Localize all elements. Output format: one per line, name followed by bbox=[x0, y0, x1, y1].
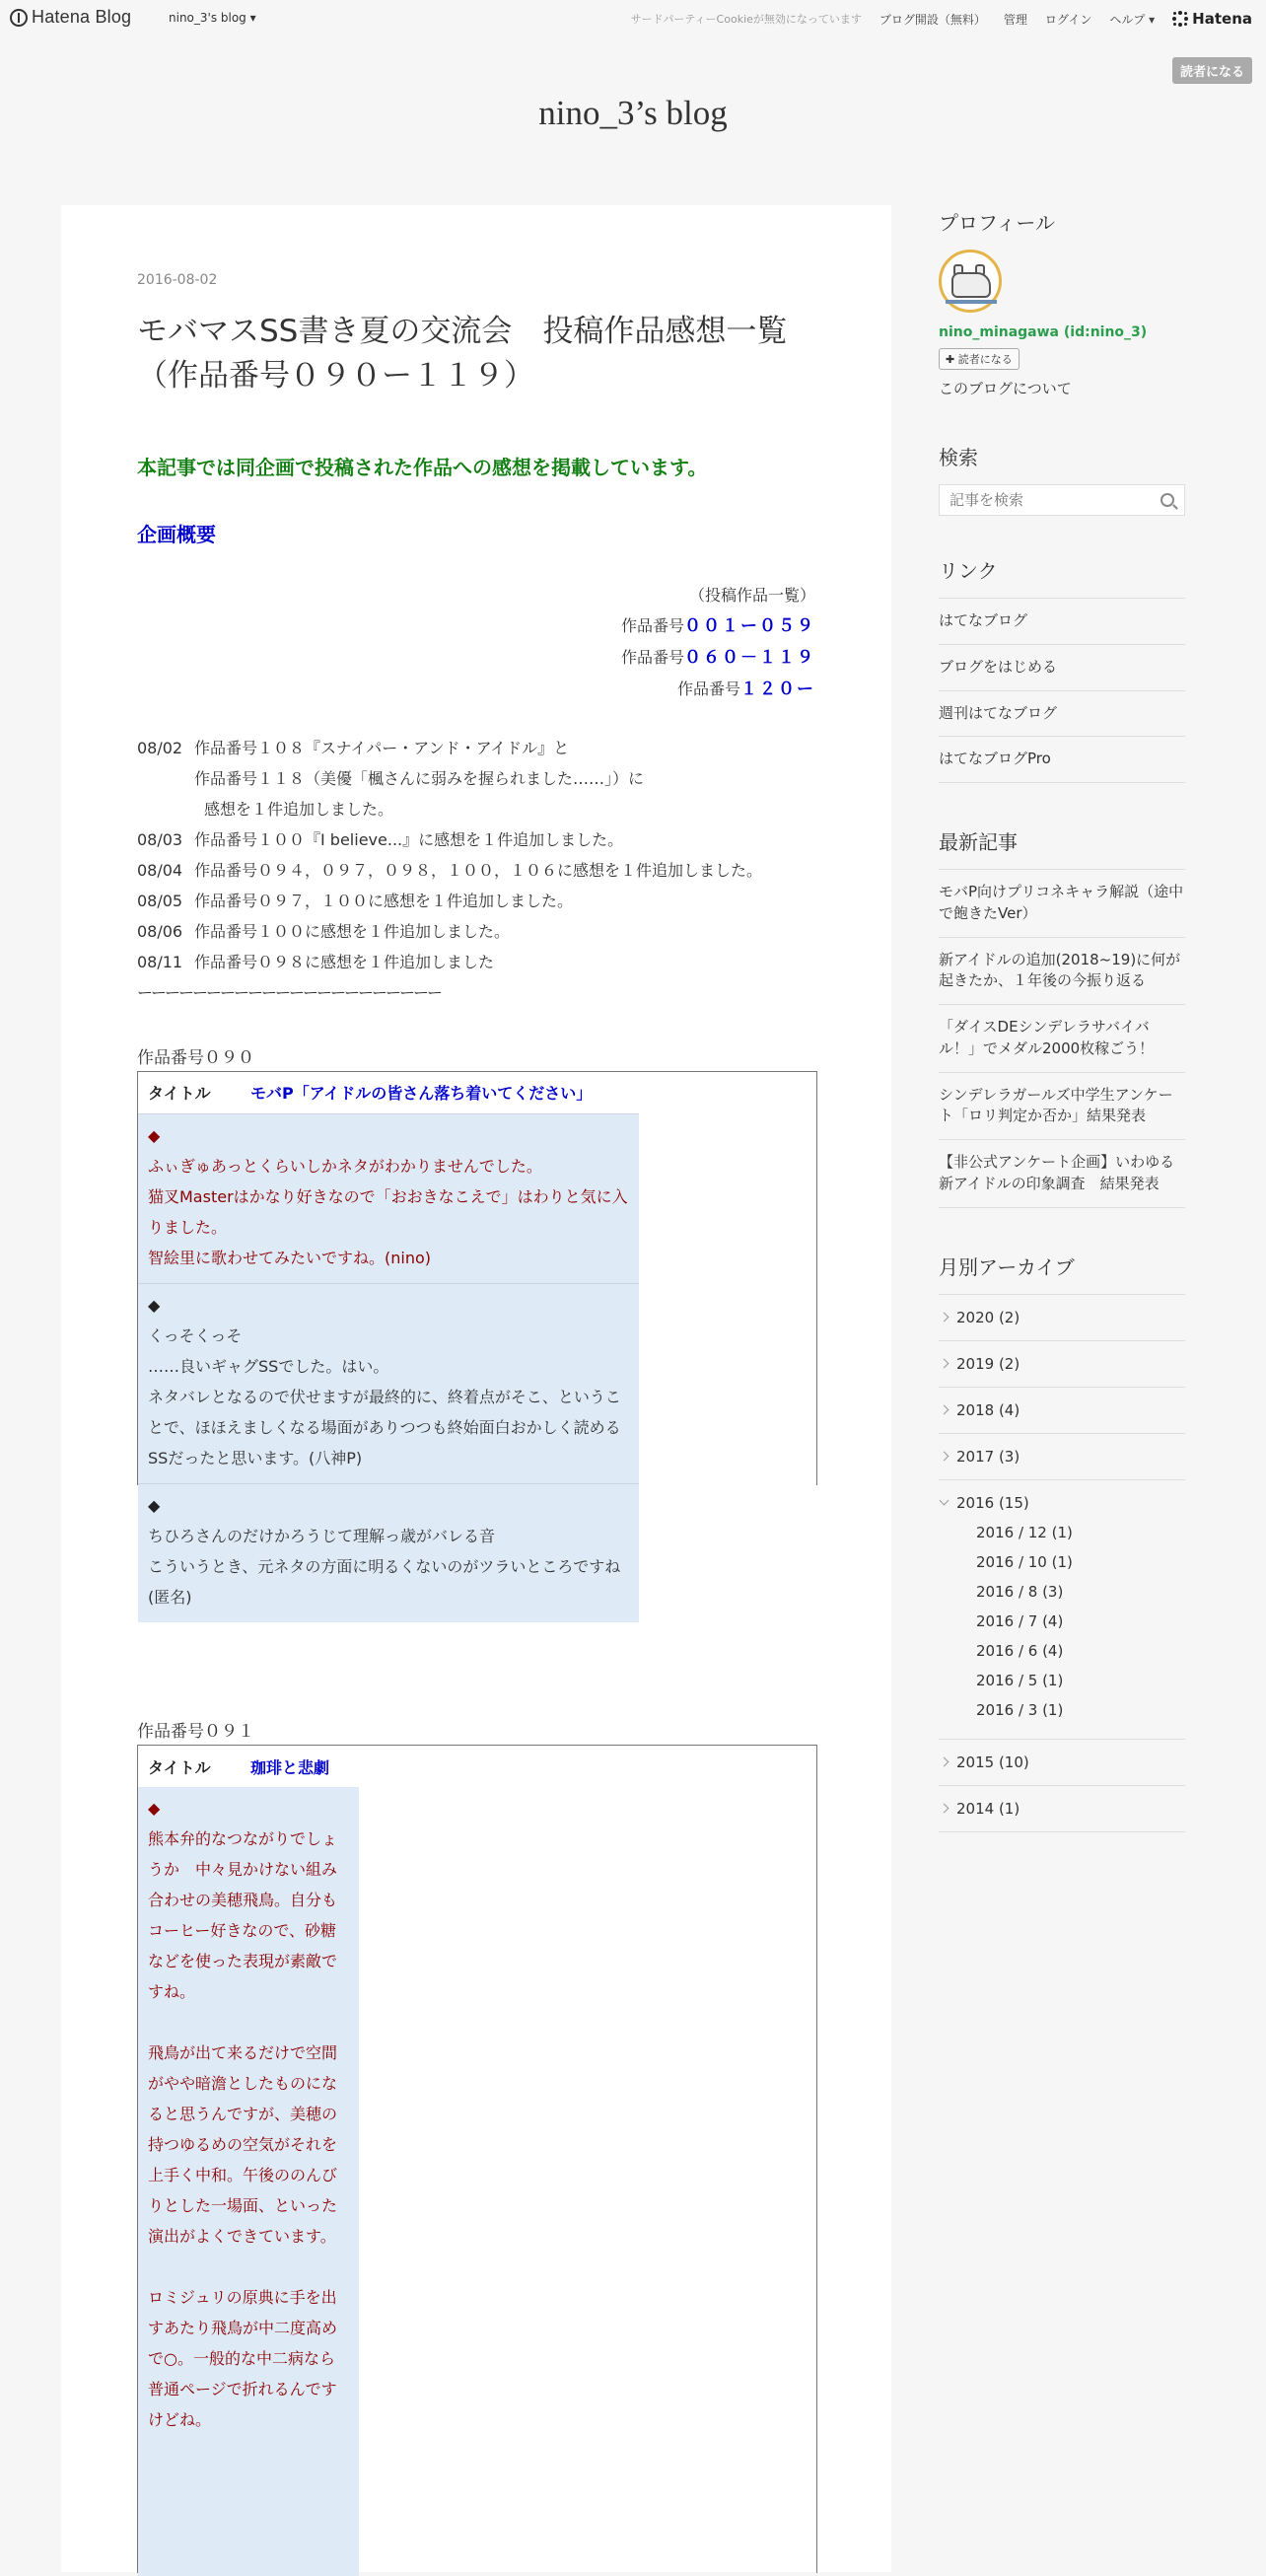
archive-year[interactable]: 2014 (1) bbox=[939, 1786, 1185, 1832]
title-header: タイトル bbox=[138, 1072, 237, 1113]
search-icon[interactable] bbox=[1160, 493, 1174, 507]
profile-heading: プロフィール bbox=[939, 211, 1055, 235]
update-row: 08/11 作品番号０９８に感想を１件追加しました bbox=[137, 953, 495, 971]
toc-item: 作品番号１２０ー bbox=[676, 680, 815, 699]
toc-heading: （投稿作品一覧） bbox=[688, 586, 815, 605]
links-heading: リンク bbox=[939, 559, 998, 583]
toc-item: 作品番号０６０－１１９ bbox=[620, 648, 815, 668]
comment-marker: ◆ bbox=[148, 1495, 161, 1515]
archive-months bbox=[956, 1518, 1185, 1725]
archive-month[interactable]: 2016 / 12 (1) bbox=[976, 1523, 1073, 1541]
search-module bbox=[939, 442, 1185, 516]
links-module bbox=[939, 555, 1185, 783]
article-container bbox=[61, 205, 891, 2572]
search-heading: 検索 bbox=[939, 446, 978, 469]
blog-title[interactable]: nino_3’s blog bbox=[538, 94, 728, 132]
update-row: 作品番号１１８（美優「楓さんに弱みを握られました……」）に bbox=[194, 769, 645, 788]
link-item[interactable]: はてなブログ bbox=[939, 599, 1185, 645]
comment-marker: ◆ bbox=[148, 1295, 161, 1315]
archive-year[interactable]: 2019 (2) bbox=[939, 1341, 1185, 1388]
link-item[interactable]: はてなブログPro bbox=[939, 737, 1185, 783]
recent-entry-link[interactable]: 新アイドルの追加(2018~19)に何が起きたか、１年後の今振り返る bbox=[939, 938, 1185, 1006]
update-row: 08/05 作品番号０９７，１００に感想を１件追加しました。 bbox=[137, 892, 574, 910]
global-header bbox=[0, 0, 1266, 37]
archive-heading: 月別アーカイブ bbox=[939, 1254, 1075, 1279]
archive-month[interactable]: 2016 / 5 (1) bbox=[976, 1671, 1064, 1689]
comment-marker: ◆ bbox=[148, 1125, 161, 1145]
link-item[interactable]: 週刊はてなブログ bbox=[939, 691, 1185, 738]
recent-entry-link[interactable]: モバP向けプリコネキャラ解説（途中で飽きたVer） bbox=[939, 870, 1185, 938]
comment-cell: ◆ ふぃぎゅあっとくらいしかネタがわかりませんでした。 猫叉Masterはかなり好きなので「おおきなこえで」はわりと気に入りました。 智絵里に歌わせてみたいですね。(nino) bbox=[138, 1113, 639, 1283]
comment-marker: ◆ bbox=[148, 1799, 161, 1818]
work-label: 作品番号０９１ bbox=[137, 1722, 254, 1742]
update-row: 08/03 作品番号１００『I believe...』に感想を１件追加しました。 bbox=[137, 830, 624, 849]
toc-link[interactable]: ０６０－１１９ bbox=[684, 648, 815, 668]
admin-link[interactable]: 管理 bbox=[1003, 12, 1027, 27]
archive-year[interactable]: 2017 (3) bbox=[939, 1434, 1185, 1480]
archive-module bbox=[939, 1252, 1185, 1832]
archive-month[interactable]: 2016 / 6 (4) bbox=[976, 1641, 1064, 1660]
toc-link[interactable]: ００１ー０５９ bbox=[684, 616, 815, 636]
update-row: 08/06 作品番号１００に感想を１件追加しました。 bbox=[137, 922, 511, 941]
sidebar bbox=[939, 207, 1185, 1832]
archive-month[interactable]: 2016 / 3 (1) bbox=[976, 1700, 1064, 1719]
login-link[interactable]: ログイン bbox=[1044, 12, 1092, 27]
reader-button[interactable]: ✚ 読者になる bbox=[939, 348, 1020, 370]
divider-rule: ーーーーーーーーーーーーーーーーーーーーーー bbox=[137, 983, 442, 1002]
comment-cell: ◆ ちひろさんのだけかろうじて理解っ歳がバレる音 こういうとき、元ネタの方面に明るくないのがツラいところですね(匿名) bbox=[138, 1483, 639, 1622]
about-blog-link[interactable]: このブログについて bbox=[939, 380, 1072, 397]
work-table-091 bbox=[137, 1745, 817, 2573]
help-menu[interactable]: ヘルプ ▾ bbox=[1109, 12, 1156, 27]
header-nav bbox=[631, 10, 1252, 28]
work-title: モバP「アイドルの皆さん落ち着いてください」 bbox=[237, 1072, 639, 1113]
archive-month[interactable]: 2016 / 7 (4) bbox=[976, 1611, 1064, 1630]
profile-name-link[interactable]: nino_minagawa (id:nino_3) bbox=[939, 324, 1148, 340]
work-table-090 bbox=[137, 1071, 817, 1607]
entry-header bbox=[137, 272, 817, 398]
archive-month[interactable]: 2016 / 10 (1) bbox=[976, 1552, 1073, 1571]
hatena-logo-icon bbox=[1172, 11, 1188, 27]
update-row: 08/02 作品番号１０８『スナイパー・アンド・アイドル』と bbox=[137, 739, 570, 757]
avatar[interactable] bbox=[939, 250, 1002, 313]
hatena-blog-logo[interactable]: Hatena Blog bbox=[10, 7, 131, 28]
archive-year[interactable]: 2018 (4) bbox=[939, 1388, 1185, 1434]
open-blog-link[interactable]: ブログ開設（無料） bbox=[879, 12, 986, 27]
link-item[interactable]: ブログをはじめる bbox=[939, 645, 1185, 691]
update-log bbox=[137, 733, 817, 1008]
profile-module bbox=[939, 207, 1185, 398]
archive-year[interactable]: 2020 (2) bbox=[939, 1295, 1185, 1341]
recent-entry-link[interactable]: 【非公式アンケート企画】いわゆる新アイドルの印象調査 結果発表 bbox=[939, 1140, 1185, 1208]
archive-year-expanded[interactable]: 2016 (15) 2016 / 12 (1) 2016 / 10 (1) 2016 / 8 (3) 2016 / 7 (4) 2016 / 6 (4) 2016 / 5 (1) 2016 / 3 (1) bbox=[939, 1480, 1185, 1740]
work-title: 珈琲と悲劇 bbox=[237, 1746, 359, 1787]
recent-entry-link[interactable]: シンデレラガールズ中学生アンケート「ロリ判定か否か」結果発表 bbox=[939, 1073, 1185, 1141]
intro-text: 本記事では同企画で投稿された作品への感想を掲載しています。 bbox=[137, 456, 708, 479]
entry-title[interactable]: モバマスSS書き夏の交流会 投稿作品感想一覧（作品番号０９０ー１１９） bbox=[137, 314, 788, 394]
hatena-link[interactable]: Hatena bbox=[1172, 10, 1252, 28]
update-row: 08/04 作品番号０９４，０９７，０９８，１００，１０６に感想を１件追加しました。 bbox=[137, 861, 763, 880]
title-header: タイトル bbox=[138, 1746, 237, 1787]
archive-year[interactable]: 2015 (10) bbox=[939, 1740, 1185, 1786]
search-box bbox=[939, 484, 1185, 516]
comment-cell: ◆ 熊本弁的なつながりでしょうか 中々見かけない組み合わせの美穂飛鳥。自分もコーヒー好きなので、砂糖などを使った表現が素敵ですね。 飛鳥が出て来るだけで空間がやや暗澹としたものになると思うんですが、美穂の持つゆるめの空気がそれを上手く中和。午後ののんびりとした一場面、といった演出がよくできています。 ロミジュリの原典に手を出すあたり飛鳥が中二度高めで○。一般的な中二病なら普通ページで折れるんですけどね。 bbox=[138, 1787, 359, 2576]
entry-date[interactable]: 2016-08-02 bbox=[137, 272, 218, 288]
recent-entry-link[interactable]: 「ダイスDEシンデレラサバイバル！」でメダル2000枚稼ごう！ bbox=[939, 1005, 1185, 1073]
works-toc bbox=[520, 580, 815, 705]
project-outline-link[interactable]: 企画概要 bbox=[137, 523, 216, 546]
work-label: 作品番号０９０ bbox=[137, 1048, 254, 1068]
comment-cell: ◆ くっそくっそ ……良いギャグSSでした。はい。 ネタバレとなるので伏せますが最終的に、終着点がそこ、ということで、ほほえましくなる場面がありつつも終始面白おかしく読めるSSだったと思います。(八神P) bbox=[138, 1283, 639, 1483]
blog-switch-menu[interactable]: nino_3's blog ▾ bbox=[169, 11, 256, 25]
subscribe-button[interactable]: 読者になる bbox=[1172, 57, 1252, 84]
toc-item: 作品番号００１ー０５９ bbox=[620, 616, 815, 636]
cookie-notice: サードパーティーCookieが無効になっています bbox=[630, 13, 862, 26]
search-input[interactable] bbox=[950, 491, 1147, 509]
toc-link[interactable]: １２０ー bbox=[740, 680, 815, 699]
recent-entries-module bbox=[939, 826, 1185, 1208]
hatena-blog-logo-icon bbox=[10, 9, 28, 27]
update-row: 感想を１件追加しました。 bbox=[204, 800, 394, 819]
archive-month[interactable]: 2016 / 8 (3) bbox=[976, 1582, 1064, 1601]
recent-heading: 最新記事 bbox=[939, 830, 1018, 854]
